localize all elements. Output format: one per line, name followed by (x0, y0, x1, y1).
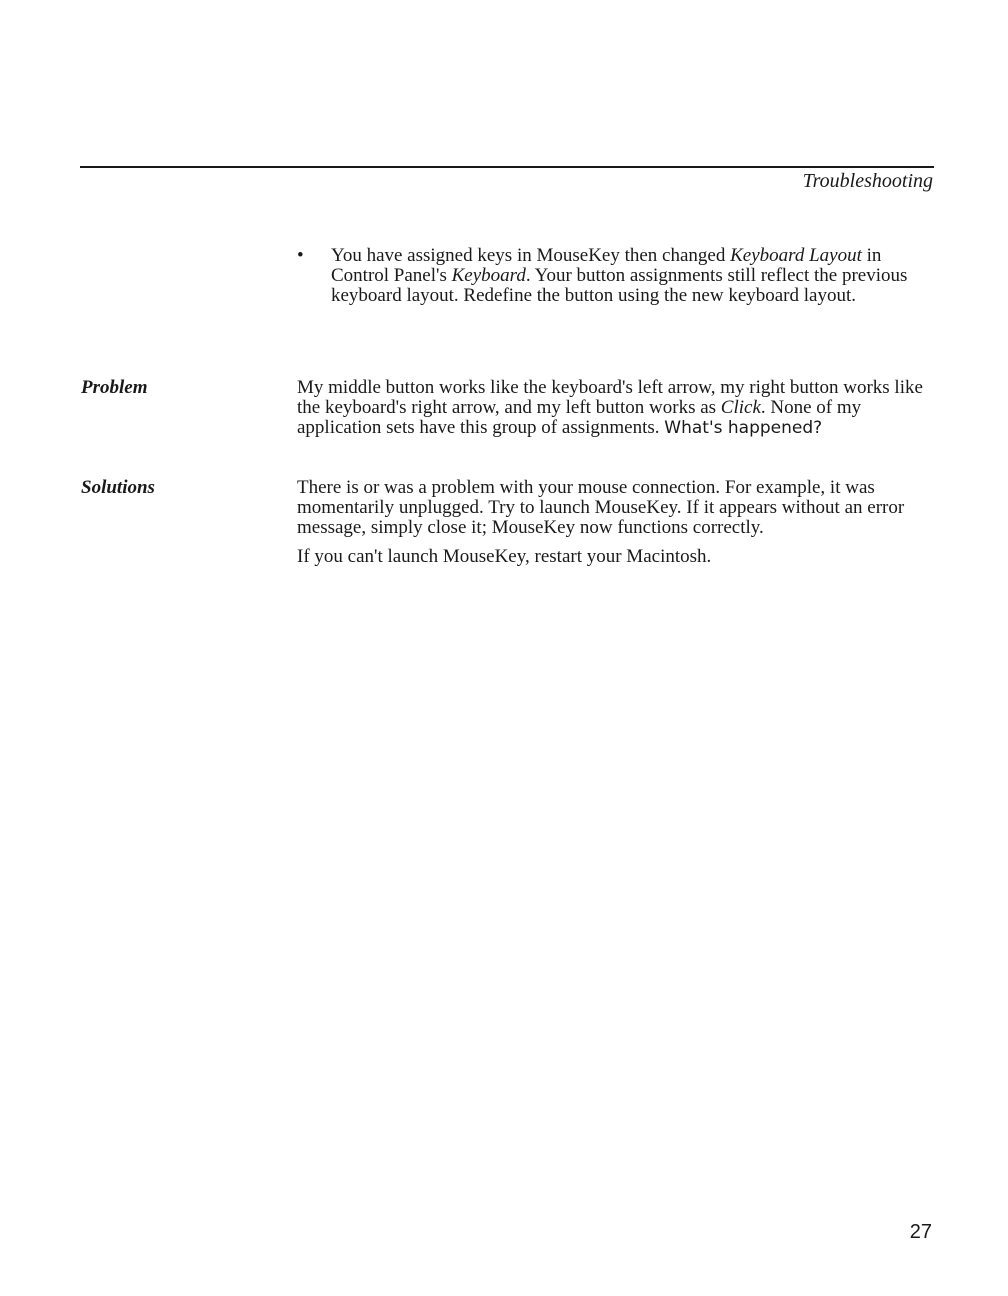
solutions-label: Solutions (81, 477, 155, 498)
problem-paragraph (297, 378, 937, 438)
problem-label: Problem (81, 377, 148, 398)
problem-text (297, 378, 937, 438)
running-head: Troubleshooting (802, 170, 933, 192)
problem-text-part: My middle button works like the keyboard's left arrow, my right button works like the keyboard's right arrow, and my left button works as (297, 377, 923, 418)
solutions-text (297, 478, 937, 567)
bullet-text-part: You have assigned keys in MouseKey then changed (331, 245, 731, 266)
solutions-paragraph-1: There is or was a problem with your mouse connection. For example, it was momentarily unplugged. Try to launch MouseKey. If it appears without an error message, simply close it; MouseKey now functions correctly. (297, 477, 905, 538)
problem-question: What's happened? (664, 418, 823, 438)
header-rule (80, 166, 934, 168)
bullet-text-part: in Control Panel's (331, 245, 882, 286)
bullet-item (297, 246, 937, 306)
bullet-text-part: . Your button assignments still reflect the previous keyboard layout. Redefine the button using the new keyboard layout. (331, 265, 908, 306)
bullet-text (331, 246, 931, 306)
bullet-emphasis-keyboard-layout: Keyboard Layout (730, 245, 862, 266)
page-number: 27 (909, 1221, 932, 1243)
bullet-icon: • (297, 245, 304, 266)
problem-emphasis-click: Click (720, 397, 761, 418)
problem-text-part: . None of my application sets have this group of assignments. (297, 397, 862, 438)
bullet-emphasis-keyboard: Keyboard (451, 265, 526, 286)
solutions-paragraph-2: If you can't launch MouseKey, restart your Macintosh. (297, 546, 712, 567)
